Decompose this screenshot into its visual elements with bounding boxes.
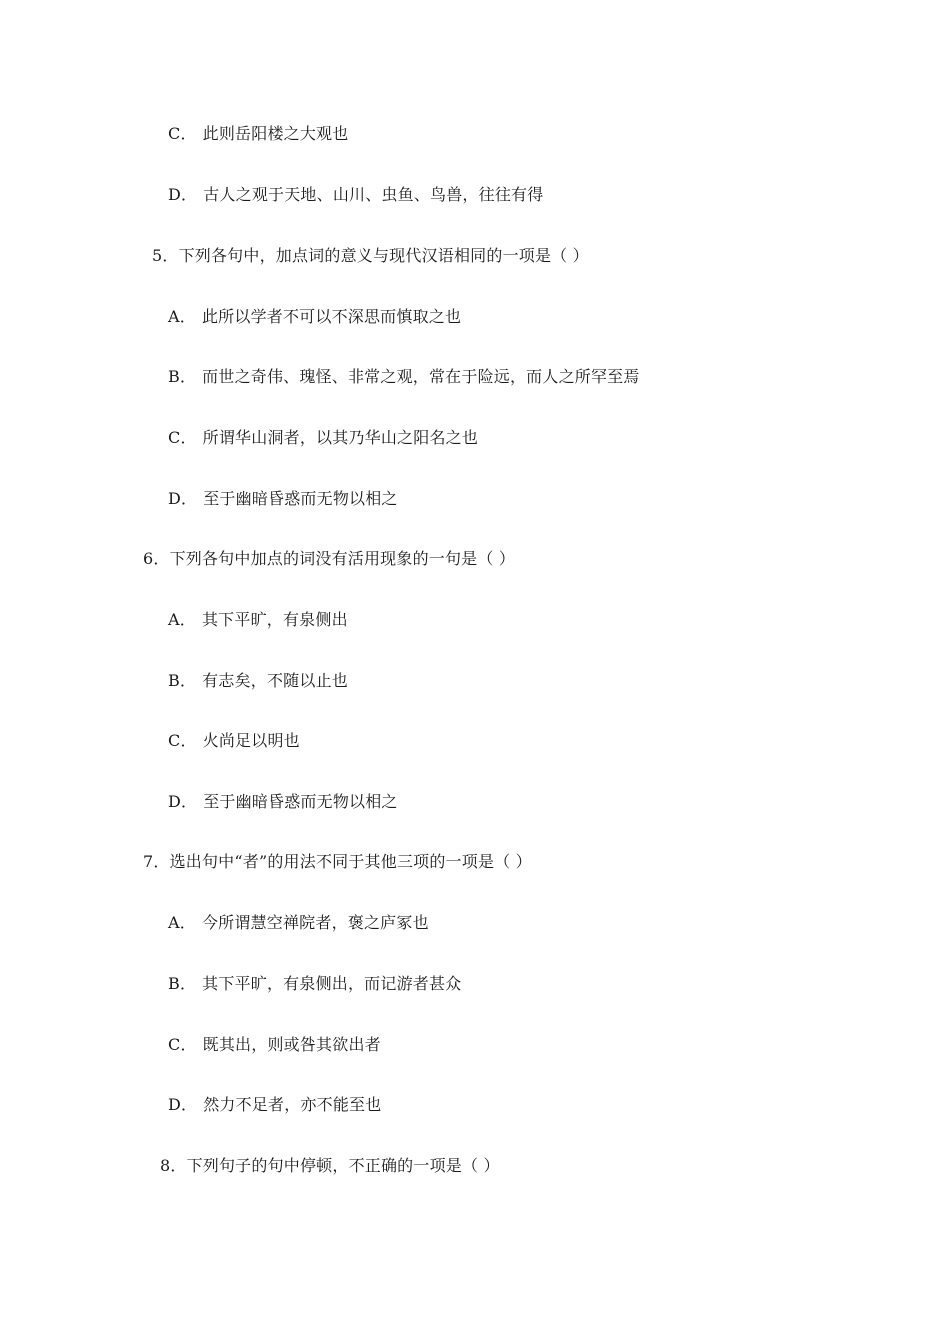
q8-stem: 8．下列句子的句中停顿，不正确的一项是（ ） [160,1156,500,1175]
q4-option-c [168,124,348,144]
option-label: D． [168,792,198,811]
option-text: 至于幽暗昏惑而无物以相之 [203,489,398,508]
option-text: 此所以学者不可以不深思而慎取之也 [201,307,462,326]
q5-stem: 5．下列各句中，加点词的意义与现代汉语相同的一项是（ ） [152,246,589,265]
q6-option-a [168,610,348,630]
q6-option-d [168,792,398,812]
option-label: B． [168,671,197,690]
option-text: 然力不足者，亦不能至也 [203,1095,382,1114]
q7-stem: 7．选出句中“者”的用法不同于其他三项的一项是（ ） [143,852,532,871]
q4-option-d [168,185,543,205]
option-label: A． [168,610,196,629]
q5-option-a [168,307,461,327]
option-label: D． [168,1095,198,1114]
option-label: C． [168,731,197,750]
option-text: 所谓华山洞者，以其乃华山之阳名之也 [202,428,479,447]
option-text: 而世之奇伟、瑰怪、非常之观，常在于险远，而人之所罕至焉 [202,367,640,386]
option-label: C． [168,1035,197,1054]
q5-option-c [168,428,478,448]
q7-option-b [168,974,461,994]
option-text: 至于幽暗昏惑而无物以相之 [203,792,398,811]
option-label: C． [168,428,197,447]
option-label: A． [168,913,196,932]
option-label: B． [168,974,197,993]
q5-option-d [168,489,398,509]
q6-option-b [168,671,348,691]
option-label: B． [168,367,197,386]
option-text: 此则岳阳楼之大观也 [202,124,349,143]
option-text: 有志矣，不随以止也 [202,671,348,690]
option-label: D． [168,185,198,204]
option-text: 火尚足以明也 [202,731,300,750]
option-label: A． [168,307,196,326]
q7-option-a [168,913,429,933]
option-text: 既其出，则或咎其欲出者 [202,1035,381,1054]
q6-stem: 6．下列各句中加点的词没有活用现象的一句是（ ） [143,549,516,568]
option-label: D． [168,489,198,508]
option-label: C． [168,124,197,143]
q7-option-c [168,1035,381,1055]
option-text: 古人之观于天地、山川、虫鱼、鸟兽，往往有得 [203,185,544,204]
q7-option-d [168,1095,381,1115]
option-text: 今所谓慧空禅院者，褒之庐冢也 [201,913,429,932]
q6-option-c [168,731,300,751]
option-text: 其下平旷，有泉侧出，而记游者甚众 [202,974,462,993]
option-text: 其下平旷，有泉侧出 [201,610,348,629]
q5-option-b [168,367,640,387]
